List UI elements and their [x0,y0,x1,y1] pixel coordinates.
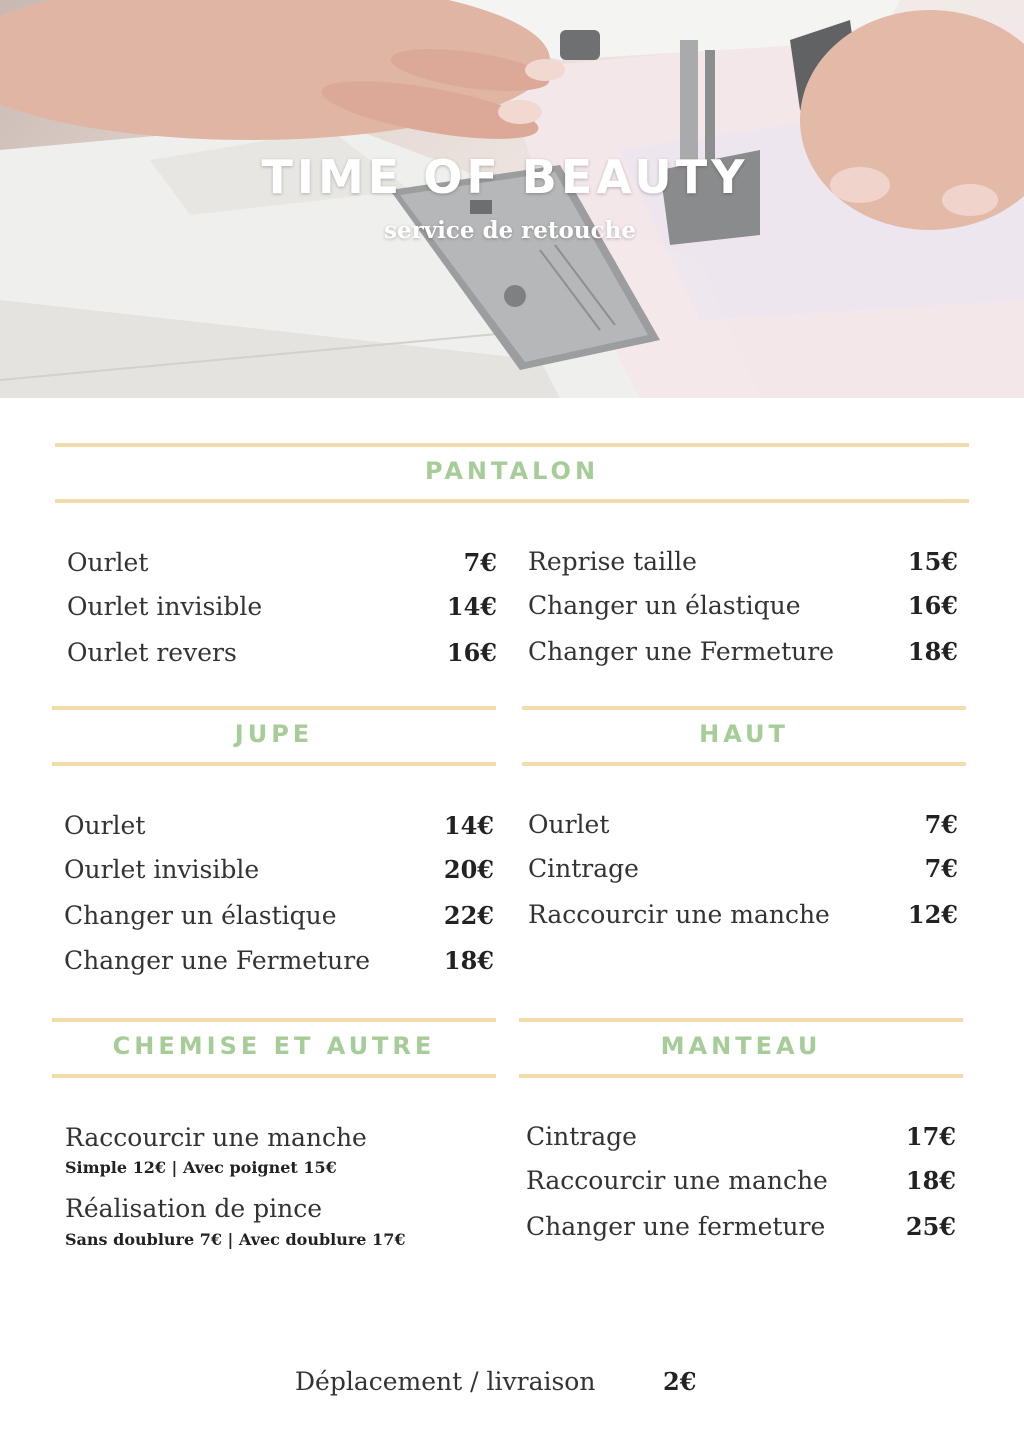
section-title-jupe: JUPE [234,720,314,748]
item-name: Ourlet [67,548,149,577]
price-item [67,592,497,626]
price-item [526,1166,956,1200]
price-item [67,548,497,582]
item-price: 14€ [443,811,494,840]
item-name: Ourlet invisible [67,592,263,621]
item-name: Changer une Fermeture [64,946,370,975]
divider [522,762,966,766]
hero-banner [0,0,1024,398]
item-price: 7€ [924,810,958,839]
price-item [528,854,958,888]
item-name: Reprise taille [528,547,697,576]
section-header-haut [522,706,966,766]
price-item [526,1122,956,1156]
item-name: Changer un élastique [528,591,801,620]
item-name: Réalisation de pince [65,1194,323,1223]
price-item [528,810,958,844]
item-price: 7€ [463,548,497,577]
item-price: 22€ [443,901,494,930]
item-name: Ourlet [64,811,146,840]
delivery-price: 2€ [663,1367,697,1396]
page-subtitle: service de retouche [384,217,636,244]
item-name: Changer une fermeture [526,1212,826,1241]
item-name: Cintrage [526,1122,637,1151]
price-item [528,547,958,581]
price-item [528,591,958,625]
price-item [64,901,494,935]
item-note: Simple 12€ | Avec poignet 15€ [65,1158,337,1177]
item-name: Cintrage [528,854,639,883]
section-title-manteau: MANTEAU [660,1032,822,1060]
divider [522,706,966,710]
price-item [67,638,497,672]
divider [55,443,969,447]
delivery-label: Déplacement / livraison [295,1367,596,1396]
item-name: Changer un élastique [64,901,337,930]
item-price: 7€ [924,854,958,883]
price-item [64,946,494,980]
item-price: 15€ [907,547,958,576]
section-title-pantalon: PANTALON [424,457,600,485]
item-name: Raccourcir une manche [526,1166,828,1195]
item-price: 16€ [907,591,958,620]
divider [519,1018,963,1022]
item-name: Ourlet [528,810,610,839]
item-price: 14€ [446,592,497,621]
section-header-pantalon [55,443,969,503]
section-header-manteau [519,1018,963,1078]
item-name: Raccourcir une manche [528,900,830,929]
item-price: 18€ [907,637,958,666]
price-item [528,900,958,934]
price-item [528,637,958,671]
item-name: Raccourcir une manche [65,1123,367,1152]
item-price: 12€ [907,900,958,929]
item-price: 17€ [905,1122,956,1151]
item-price: 20€ [443,855,494,884]
price-item [64,855,494,889]
price-item [65,1123,495,1157]
section-title-chemise: CHEMISE ET AUTRE [112,1032,436,1060]
divider [55,499,969,503]
divider [52,1074,496,1078]
section-title-haut: HAUT [699,720,789,748]
item-price: 18€ [905,1166,956,1195]
item-note: Sans doublure 7€ | Avec doublure 17€ [65,1230,406,1249]
price-item [65,1194,495,1228]
divider [52,762,496,766]
divider [52,1018,496,1022]
section-header-chemise [52,1018,496,1078]
item-price: 16€ [446,638,497,667]
price-item [64,811,494,845]
page-title: TIME OF BEAUTY [261,150,749,204]
item-name: Changer une Fermeture [528,637,834,666]
section-header-jupe [52,706,496,766]
item-price: 18€ [443,946,494,975]
item-name: Ourlet invisible [64,855,260,884]
divider [519,1074,963,1078]
item-price: 25€ [905,1212,956,1241]
divider [52,706,496,710]
item-name: Ourlet revers [67,638,237,667]
price-item [526,1212,956,1246]
